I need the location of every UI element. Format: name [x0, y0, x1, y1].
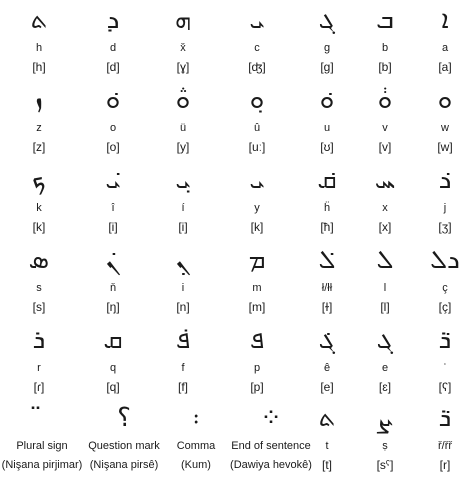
glyph-j: ܖ݁ — [438, 165, 452, 195]
letter-cell-i — [158, 242, 208, 322]
glyph-r: ܪ — [32, 325, 46, 355]
letter-cell-u-circumflex — [232, 82, 282, 162]
latin-ayin: ʿ — [443, 362, 447, 374]
ipa-c-cedilla: [ç] — [438, 300, 452, 314]
glyph-z: ܙ — [35, 85, 43, 115]
ipa-s-dot: [sˤ] — [376, 458, 394, 472]
latin-l: l — [383, 282, 387, 294]
latin-o: o — [109, 122, 117, 134]
letter-cell-l — [360, 242, 410, 322]
latin-r-caron: ř/řř — [437, 440, 453, 452]
glyph-plural-sign — [0, 400, 84, 436]
latin-g: g — [323, 42, 331, 54]
latin-e-circumflex: ê — [323, 362, 331, 374]
latin-comma: Comma — [176, 440, 216, 452]
ipa-w: [w] — [437, 140, 453, 154]
glyph-u-circumflex: ܘ݂ — [249, 85, 265, 115]
glyph-l: ܠ — [376, 245, 394, 275]
ipa-m: [m] — [248, 300, 266, 314]
ipa-q: [q] — [106, 380, 120, 394]
glyph-i-circumflex: ܝ݁ — [105, 165, 121, 195]
latin-i-acute: í — [181, 202, 185, 214]
ipa-h-dot: [ħ] — [320, 220, 334, 234]
ipa-r: [ɾ] — [33, 380, 45, 394]
glyph-k: ܟ — [32, 165, 46, 195]
ipa-z: [z] — [32, 140, 46, 154]
glyph-t: ܬ — [318, 403, 336, 433]
letter-cell-c-cedilla — [420, 242, 470, 322]
letter-cell-w — [420, 82, 470, 162]
letter-cell-t — [302, 400, 352, 480]
glyph-u: ܘ݁ — [319, 85, 335, 115]
glyph-s: ܣ — [28, 245, 50, 275]
latin-l-stroke: ł/łł — [321, 282, 333, 294]
letter-cell-s-dot — [360, 400, 410, 480]
ipa-e-circumflex: [e] — [320, 380, 334, 394]
letter-cell-x — [360, 162, 410, 242]
glyph-c: ܝ — [249, 5, 265, 35]
glyph-i-acute: ܝ݂ — [175, 165, 191, 195]
ipa-g: [g] — [320, 60, 334, 74]
latin-m: m — [252, 282, 262, 294]
glyph-u-umlaut: ܘ݅ — [175, 85, 191, 115]
glyph-e-circumflex: ܓ݁ — [318, 325, 336, 355]
glyph-d: ܕ — [106, 5, 120, 35]
glyph-c-cedilla: ܖܠ — [430, 245, 460, 275]
latin-r: r — [37, 362, 41, 374]
glyph-h: ܬ — [30, 5, 48, 35]
latin-c-cedilla: ç — [442, 282, 448, 294]
letter-cell-h-dot — [302, 162, 352, 242]
latin-w: w — [441, 122, 449, 134]
glyph-s-dot: ܨ — [376, 403, 394, 433]
letter-cell-e — [360, 322, 410, 402]
ipa-k: [k] — [32, 220, 46, 234]
letter-cell-r — [14, 322, 64, 402]
glyph-ayin: ܪ݁ — [438, 325, 452, 355]
latin-h: h — [35, 42, 43, 54]
ipa-l-stroke: [ɫ] — [321, 300, 333, 314]
latin-d: d — [109, 42, 117, 54]
ipa-c: [ʤ] — [248, 60, 266, 74]
ipa-x: [x] — [378, 220, 392, 234]
ipa-a: [a] — [438, 60, 452, 74]
letter-cell-d — [88, 2, 138, 82]
latin-k: k — [36, 202, 42, 214]
ipa-n-caron: [ŋ] — [106, 300, 120, 314]
letter-cell-e-circumflex — [302, 322, 352, 402]
ipa-end-of-sentence: (Dawiya hevokê) — [230, 459, 312, 471]
letter-cell-i-acute — [158, 162, 208, 242]
latin-s-dot: ṣ — [382, 440, 388, 452]
glyph-n-caron: ܢ݁ — [105, 245, 121, 275]
ipa-e: [ɛ] — [378, 380, 392, 394]
glyph-h-dot: ܩ݁ — [317, 165, 337, 195]
glyph-x-caron: ܗ — [174, 5, 192, 35]
letter-cell-h — [14, 2, 64, 82]
letter-cell-k — [14, 162, 64, 242]
latin-j: j — [443, 202, 447, 214]
glyph-question-mark: ؟ — [117, 403, 131, 433]
latin-x: x — [382, 202, 388, 214]
ipa-u: [ʊ] — [320, 140, 334, 154]
ipa-ayin: [ʕ] — [438, 380, 452, 394]
ipa-t: [t] — [321, 458, 332, 472]
latin-z: z — [36, 122, 42, 134]
latin-h-dot: ḧ — [323, 202, 331, 214]
ipa-u-circumflex: [uː] — [248, 140, 266, 154]
ipa-s: [s] — [32, 300, 46, 314]
latin-c: c — [254, 42, 260, 54]
latin-t: t — [325, 440, 329, 452]
latin-end-of-sentence: End of sentence — [231, 440, 311, 452]
letter-cell-i-circumflex — [88, 162, 138, 242]
glyph-g: ܓ — [318, 5, 336, 35]
ipa-x-caron: [ɣ] — [176, 60, 190, 74]
latin-y: y — [254, 202, 260, 214]
latin-i-circumflex: î — [111, 202, 115, 214]
ipa-i-acute: [i] — [178, 220, 188, 234]
glyph-l-stroke: ܠ݁ — [318, 245, 336, 275]
glyph-q: ܩ — [103, 325, 123, 355]
latin-i: i — [181, 282, 185, 294]
latin-u-circumflex: û — [253, 122, 261, 134]
ipa-i: [n] — [176, 300, 190, 314]
letter-cell-r-caron — [420, 400, 470, 480]
ipa-f: [f] — [177, 380, 188, 394]
letter-cell-u-umlaut — [158, 82, 208, 162]
latin-u-umlaut: ü — [179, 122, 187, 134]
glyph-end-of-sentence: ⁘ — [260, 403, 282, 433]
latin-x-caron: x̌ — [180, 42, 186, 54]
glyph-comma: ܃ — [193, 403, 199, 433]
ipa-l: [l] — [380, 300, 390, 314]
latin-n-caron: ň — [109, 282, 117, 294]
letter-cell-v — [360, 82, 410, 162]
letter-cell-u — [302, 82, 352, 162]
letter-cell-x-caron — [158, 2, 208, 82]
glyph-y: ܝ — [249, 165, 265, 195]
letter-cell-c — [232, 2, 282, 82]
letter-cell-question-mark — [84, 400, 164, 480]
ipa-y: [k] — [250, 220, 264, 234]
ipa-d: [d] — [106, 60, 120, 74]
ipa-o: [o] — [106, 140, 120, 154]
letter-cell-s — [14, 242, 64, 322]
letter-cell-m — [232, 242, 282, 322]
glyph-w: ܘ — [437, 85, 453, 115]
ipa-comma: (Kum) — [181, 459, 211, 471]
ipa-i-circumflex: [i] — [108, 220, 118, 234]
latin-q: q — [109, 362, 117, 374]
glyph-r-caron: ܪ݁ — [438, 403, 452, 433]
ipa-h: [h] — [32, 60, 46, 74]
ipa-u-umlaut: [y] — [176, 140, 190, 154]
letter-cell-plural-sign — [0, 400, 84, 480]
glyph-i: ܢ݂ — [175, 245, 191, 275]
glyph-a: ܐ — [441, 5, 449, 35]
latin-plural-sign: Plural sign — [16, 440, 68, 452]
latin-f: f — [181, 362, 185, 374]
latin-a: a — [441, 42, 449, 54]
latin-p: p — [253, 362, 261, 374]
letter-cell-f — [158, 322, 208, 402]
glyph-f: ܦ݁ — [175, 325, 191, 355]
letter-cell-p — [232, 322, 282, 402]
glyph-o: ܘ݁ — [105, 85, 121, 115]
latin-b: b — [381, 42, 389, 54]
glyph-x: ܚ — [374, 165, 396, 195]
ipa-plural-sign: (Nişana pirjimar) — [1, 459, 83, 471]
ipa-j: [ʒ] — [438, 220, 452, 234]
glyph-v: ܘ݃ — [377, 85, 393, 115]
letter-cell-b — [360, 2, 410, 82]
ipa-p: [p] — [250, 380, 264, 394]
latin-question-mark: Question mark — [88, 440, 160, 452]
letter-cell-comma — [164, 400, 228, 480]
glyph-m: ܡ — [248, 245, 266, 275]
latin-v: v — [382, 122, 388, 134]
glyph-p: ܦ — [249, 325, 265, 355]
glyph-e: ܓ — [376, 325, 394, 355]
letter-cell-n-caron — [88, 242, 138, 322]
letter-cell-j — [420, 162, 470, 242]
latin-e: e — [381, 362, 389, 374]
letter-cell-ayin — [420, 322, 470, 402]
ipa-question-mark: (Nişana pirsê) — [89, 459, 159, 471]
letter-cell-a — [420, 2, 470, 82]
ipa-b: [b] — [378, 60, 392, 74]
latin-s: s — [36, 282, 42, 294]
letter-cell-z — [14, 82, 64, 162]
ipa-r-caron: [r] — [439, 458, 451, 472]
letter-cell-l-stroke — [302, 242, 352, 322]
glyph-b: ܒ — [376, 5, 394, 35]
letter-cell-y — [232, 162, 282, 242]
latin-u: u — [323, 122, 331, 134]
ipa-v: [v] — [378, 140, 392, 154]
letter-cell-o — [88, 82, 138, 162]
letter-cell-g — [302, 2, 352, 82]
letter-cell-q — [88, 322, 138, 402]
